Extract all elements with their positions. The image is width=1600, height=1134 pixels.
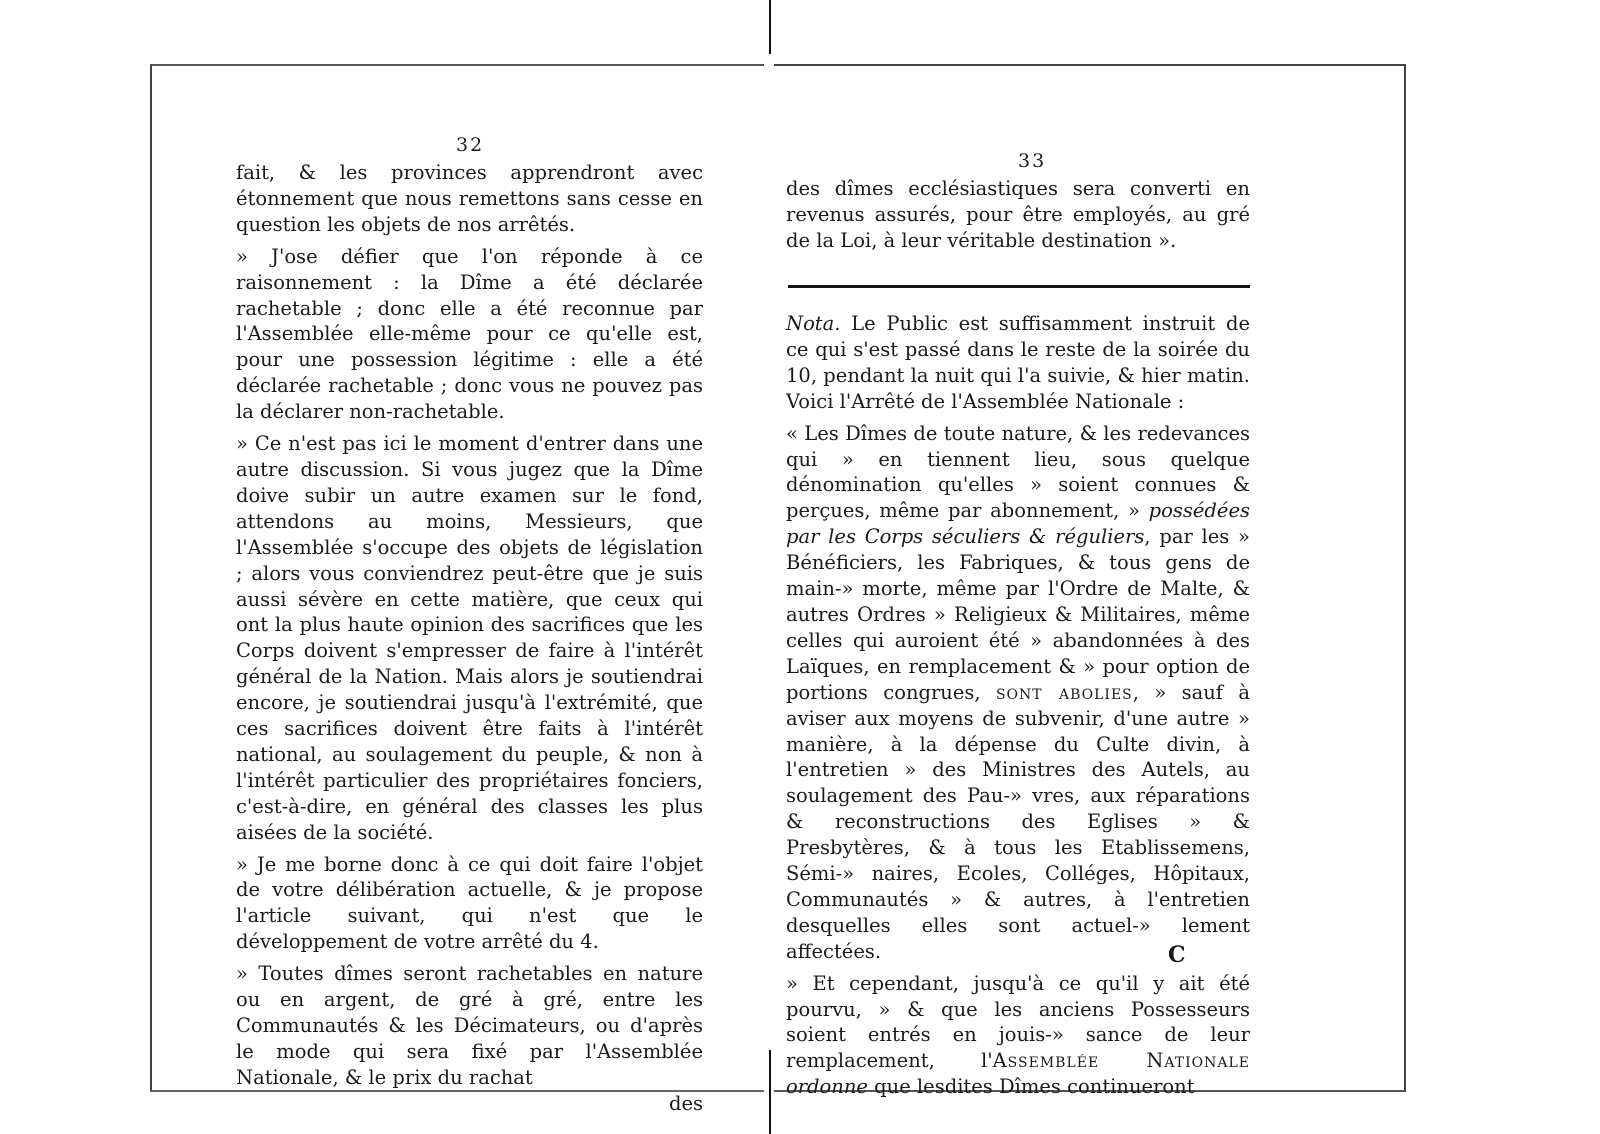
decree-caps: sont abolies xyxy=(995,680,1133,704)
paragraph: » Je me borne donc à ce qui doit faire l'objet de votre délibération actuelle, & je propose l'article suivant, qui n'est que le développement de votre arrêté du 4. xyxy=(236,852,703,954)
paragraph: des dîmes ecclésiastiques sera converti en revenus assurés, pour être employés, au gré de la Loi, à leur véritable destination ». xyxy=(786,177,1250,252)
nota-text: Le Public est suffisamment instruit de ce qui s'est passé dans le reste de la soirée du 10, pendant la nuit qui l'a suivie, & hier matin. Voici l'Arrêté de l'Assemblée Nationale : xyxy=(786,312,1250,413)
catchword: des xyxy=(668,1091,703,1115)
decree-text: « Les Dîmes de toute nature, & les redevances qui » en tiennent lieu, sous quelque dénomination qu'elles » soient connues & perçues, même par abonnement, » xyxy=(786,421,1250,523)
paragraph: » Ce n'est pas ici le moment d'entrer dans une autre discussion. Si vous jugez que la Dîme doive subir un autre examen sur le fond, attendons au moins, Messieurs, que l'Assemblée s'occupe des objets de législation ; alors vous conviendrez peut-être que je suis aussi sévère en cette matière, que ceux qui ont la plus haute opinion des sacrifices que les Corps doivent s'empresser de faire à l'intérêt général de la Nation. Mais alors je soutiendrai encore, je soutiendrai jusqu'à l'extrémité, que ces sacrifices doivent être faits à l'intérêt national, au soulagement du peuple, & non à l'intérêt particulier des propriétaires fonciers, c'est-à-dire, en général des classes les plus aisées de la société. xyxy=(236,432,703,844)
final-text: » Et cependant, jusqu'à ce qu'il y ait été pourvu, » & que les anciens Possesseurs soient entrés en jouis-» sance de leur remplacement, l' xyxy=(786,971,1250,1073)
nota-paragraph xyxy=(786,311,1250,415)
page-number-right: 33 xyxy=(1018,150,1047,172)
final-italic: ordonne xyxy=(786,1075,868,1099)
left-page xyxy=(150,64,764,1115)
decree-paragraph xyxy=(786,421,1250,965)
paragraph: » Toutes dîmes seront rachetables en nature ou en argent, de gré à gré, entre les Communautés & les Décimateurs, ou d'après le mode qui sera fixé par l'Assemblée Nationale, & le prix du rachat xyxy=(236,962,703,1089)
decree-text-2: , par les » Bénéficiers, les Fabriques, & tous gens de main-» morte, même par l'Ordre de Malte, & autres Ordres » Religieux & Militaires, même celles qui auroient été » abandonnées à des Laïques, en remplacement & » pour option de portions congrues, xyxy=(786,525,1250,704)
signature-mark: C xyxy=(1168,942,1186,968)
right-page xyxy=(774,64,1406,1099)
final-caps: Assemblée Nationale xyxy=(992,1049,1250,1073)
continuation-text xyxy=(786,176,1250,260)
nota-label: Nota. xyxy=(786,312,841,335)
decree-italic: possédées par les Corps séculiers & réguliers xyxy=(786,499,1250,549)
right-page-text xyxy=(786,311,1250,1106)
page-number-left: 32 xyxy=(456,134,485,156)
paragraph: » J'ose défier que l'on réponde à ce raisonnement : la Dîme a été déclarée rachetable ; donc elle a été reconnue par l'Assemblée elle-même pour ce qu'elle est, pour une possession légitime : elle a été déclarée rachetable ; donc vous ne pouvez pas la déclarer non-rachetable. xyxy=(236,244,703,424)
decree-text-3: , » sauf à aviser aux moyens de subvenir, d'une autre » manière, à la dépense du Culte divin, à l'entretien » des Ministres des Autels, au soulagement des Pau-» vres, aux réparations & reconstructions des Eglises » & Presbytères, & à tous les Etablissemens, Sémi-» naires, Ecoles, Colléges, Hôpitaux, Communautés » & autres, à l'entretien desquelles elles sont actuel-» lement affectées. xyxy=(786,680,1250,963)
section-divider xyxy=(788,285,1250,288)
final-paragraph xyxy=(786,971,1250,1101)
final-text-2: que lesdites Dîmes continueront xyxy=(867,1075,1195,1099)
left-page-text xyxy=(236,160,703,1117)
book-gutter xyxy=(766,0,774,1134)
paragraph: fait, & les provinces apprendront avec étonnement que nous remettons sans cesse en question les objets de nos arrêtés. xyxy=(236,161,703,236)
